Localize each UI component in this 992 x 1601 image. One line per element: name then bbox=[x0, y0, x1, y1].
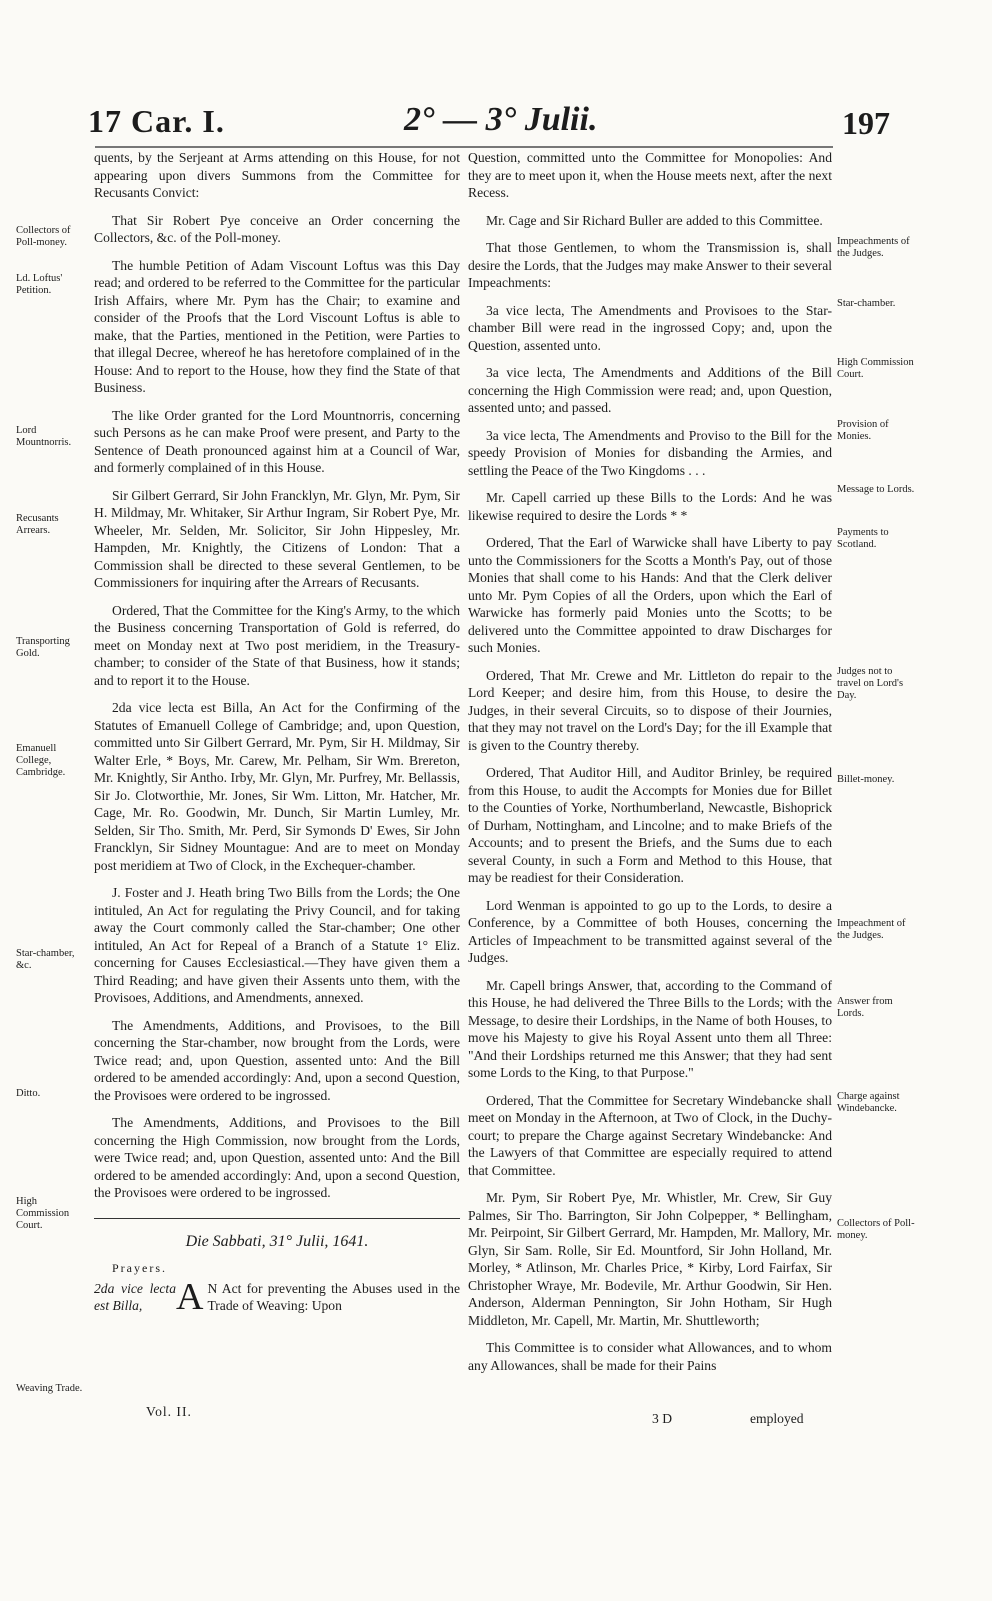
paragraph: 3a vice lecta, The Amendments and Additions of the Bill concerning the High Commission were read; and, upon Question, assented unto; and passed. bbox=[468, 365, 832, 415]
paragraph: Ordered, That Auditor Hill, and Auditor Brinley, be required from this House, to audit the Accompts for Monies due for Billet to the Counties of Yorke, Northumberland, Newcastle, Bishoprick of Durham, Nottingham, and Lincolne; and to make Briefs of the Accounts; and to present the Briefs, and the Sums due to each several County, in such a Form and Method to this House, that may be readiest for their Consideration. bbox=[468, 765, 832, 885]
page-number: 197 bbox=[842, 105, 890, 141]
paragraph: That Sir Robert Pye conceive an Order concerning the Collectors, &c. of the Poll-money. bbox=[94, 212, 460, 245]
paragraph: Lord Wenman is appointed to go up to the Lords, to desire a Conference, by a Committee of both Houses, concerning the Articles of Impeachment to be transmitted against several of the Judges. bbox=[468, 897, 832, 965]
paragraph: N Act for preventing the Abuses used in the Trade of Weaving: Upon bbox=[207, 1280, 460, 1313]
margin-note-right: High Commission Court. bbox=[837, 357, 914, 380]
paragraph: 3a vice lecta, The Amendments and Provisoes to the Star-chamber Bill were read in the ingrossed Copy; and, upon the Question, assented unto. bbox=[468, 302, 832, 353]
paragraph: Sir Gilbert Gerrard, Sir John Francklyn, Mr. Glyn, Mr. Pym, Sir H. Mildmay, Mr. Whitaker, Sir Arthur Ingram, Sir Robert Pye, Mr. Wheeler, Mr. Selden, Mr. Solicitor, Sir John Hippesley, Mr. Hampden, Mr. Knightly, the Citizens of London: That a Commission shall be directed to these several Gentlemen, to be Commissioners for inquiring after the Arrears of Recusants. bbox=[94, 487, 460, 590]
header-rule bbox=[95, 146, 833, 148]
margin-note-right: Charge against Windebancke. bbox=[837, 1091, 900, 1114]
paragraph: The Amendments, Additions, and Provisoes to the Bill concerning the High Commission, now brought from the Lords, were Twice read; and, upon Question, assented unto: And the Bill ordered to be amended accordingly: And, upon a second Question, the Provisoes were ordered to be ingrossed. bbox=[94, 1115, 460, 1200]
paragraph: The like Order granted for the Lord Mountnorris, concerning such Persons as he can make Proof were present, and Party to the Sentence of Death pronounced against him at a Council of War, and formerly complained of in this House. bbox=[94, 407, 460, 475]
drop-capital: A bbox=[176, 1275, 204, 1318]
paragraph: The humble Petition of Adam Viscount Loftus was this Day read; and ordered to be referred to the Committee for the particular Irish Affairs, where Mr. Pym has the Chair; to examine and consider of the Proofs that the Lord Viscount Loftus is able to make, that the Parties, mentioned in the Petition, were Parties to that illegal Decree, whereof he has heretofore complained of in the House: And to report to the House, how they find the State of that Business. bbox=[94, 257, 460, 395]
paragraph: Mr. Capell brings Answer, that, according to the Command of this House, he had delivered the Three Bills to the Lords; with the Message, to desire their Lordships, in the Name of both Houses, to move his Majesty to give his Royal Assent unto them all Three: "And their Lordships returned me this Answer; that they had sent some Lords to the King, to that Purpose." bbox=[468, 977, 832, 1080]
paragraph: Mr. Capell carried up these Bills to the Lords: And he was likewise required to desire the Lords * * bbox=[468, 490, 832, 523]
margin-note-left: Lord Mountnorris. bbox=[16, 425, 72, 448]
margin-note-left: High Commission Court. bbox=[16, 1196, 70, 1231]
margin-note-left: Emanuell College, Cambridge. bbox=[16, 743, 66, 778]
margin-note-left: Star-chamber, &c. bbox=[16, 948, 75, 971]
paragraph: 2da vice lecta est Billa, An Act for the Confirming of the Statutes of Emanuell College of Cambridge; and, upon Question, committed unto Sir Gilbert Gerrard, Mr. Pym, Sir H. Mildmay, Sir Walter Erle, * Boys, Mr. Carew, Mr. Pelham, Sir Wm. Brereton, Mr. Knightly, Sir Antho. Irby, Mr. Glyn, Mr. Purfrey, Mr. Bellassis, Sir Jo. Clotworthie, Mr. Jones, Sir Wm. Litton, Mr. Hatcher, Mr. Cage, Mr. Ro. Goodwin, Mr. Dunch, Sir Martin Lumley, Mr. Selden, Sir Tho. Smith, Mr. Perd, Sir Symonds D' Ewes, Sir John Francklyn, Sir Sidney Mountague: And are to meet on Monday post meridiem at Two of Clock, in the Exchequer-chamber. bbox=[94, 700, 460, 873]
paragraph: 3a vice lecta, The Amendments and Proviso to the Bill for the speedy Provision of Monies for disbanding the Armies, and settling the Peace of the Two Kingdoms . . . bbox=[468, 427, 832, 478]
date-heading: Die Sabbati, 31° Julii, 1641. bbox=[185, 1232, 369, 1250]
margin-note-left: Recusants Arrears. bbox=[16, 513, 59, 536]
margin-note-left: Ld. Loftus' Petition. bbox=[16, 273, 63, 296]
running-date: 2° — 3° Julii. bbox=[404, 101, 598, 138]
page-header bbox=[0, 101, 992, 151]
paragraph: Mr. Cage and Sir Richard Buller are added to this Committee. bbox=[486, 212, 823, 228]
paragraph: That those Gentlemen, to whom the Transmission is, shall desire the Lords, that the Judges may make Answer to their several Impeachments: bbox=[468, 240, 832, 290]
margin-note-left: Collectors of Poll-money. bbox=[16, 225, 71, 248]
reading-label: 2da vice lecta est Billa, bbox=[94, 1280, 176, 1313]
margin-note-right: Answer from Lords. bbox=[837, 996, 893, 1019]
margin-note-right: Star-chamber. bbox=[837, 298, 896, 309]
paragraph: This Committee is to consider what Allowances, and to whom any Allowances, shall be made for their Pains bbox=[468, 1340, 832, 1373]
catchword: employed bbox=[750, 1411, 804, 1426]
regnal-year: 17 Car. I. bbox=[88, 103, 225, 139]
section-rule bbox=[94, 1218, 460, 1219]
margin-note-right: Message to Lords. bbox=[837, 484, 915, 495]
paragraph: Question, committed unto the Committee for Monopolies: And they are to meet upon it, when the House meets next, after the next Recess. bbox=[468, 150, 832, 200]
volume-label: Vol. II. bbox=[146, 1404, 192, 1419]
margin-note-right: Payments to Scotland. bbox=[837, 527, 889, 550]
margin-note-left: Weaving Trade. bbox=[16, 1383, 83, 1394]
paragraph: quents, by the Serjeant at Arms attending on this House, for not appearing upon divers Summons from the Committee for Recusants Convict: bbox=[94, 150, 460, 200]
margin-note-left: Ditto. bbox=[16, 1088, 41, 1099]
margin-note-right: Impeachment of the Judges. bbox=[837, 918, 906, 941]
paragraph: Ordered, That the Committee for the King's Army, to the which the Business concerning Transportation of Gold is referred, do meet on Monday next at Two post meridiem, in the Treasury-chamber; to consider of the State of that Business, how it stands; and to report it to the House. bbox=[94, 602, 460, 688]
margin-note-right: Impeachments of the Judges. bbox=[837, 236, 910, 259]
left-text-column bbox=[94, 149, 460, 1318]
weaving-bill-entry bbox=[94, 1275, 460, 1318]
paragraph: Ordered, That the Earl of Warwicke shall have Liberty to pay unto the Commissioners for the Scotts a Month's Pay, out of those Monies that shall come to his Hands: And that the Clerk deliver unto Mr. Pym Copies of all the Orders, upon which the Earl of Warwicke has formerly paid Monies unto the Scotts; to be delivered unto the Committee appointed to draw Discharges for such Monies. bbox=[468, 535, 832, 655]
right-text-column bbox=[468, 149, 832, 1384]
margin-note-right: Provision of Monies. bbox=[837, 419, 889, 442]
margin-note-right: Collectors of Poll-money. bbox=[837, 1218, 915, 1241]
signature-mark: 3 D bbox=[652, 1411, 673, 1426]
margin-note-right: Judges not to travel on Lord's Day. bbox=[837, 666, 904, 701]
margin-note-left: Transporting Gold. bbox=[16, 636, 70, 659]
paragraph: The Amendments, Additions, and Provisoes, to the Bill concerning the Star-chamber, now brought from the Lords, were Twice read; and, upon Question, assented unto: And the Bill ordered to be amended accordingly: And, upon a second Question, the Provisoes were ordered to be ingrossed. bbox=[94, 1017, 460, 1103]
prayers-heading: Prayers. bbox=[112, 1261, 167, 1275]
paragraph: J. Foster and J. Heath bring Two Bills from the Lords; the One intituled, An Act for regulating the Privy Council, and for taking away the Court commonly called the Star-chamber; One other intituled, An Act for Repeal of a Branch of a Statute 1° Eliz. concerning for Causes Ecclesiastical.—They have given them a Third Reading; and have given their Assents unto them, with the Provisoes, Additions, and Amendments, annexed. bbox=[94, 885, 460, 1005]
margin-note-right: Billet-money. bbox=[837, 774, 895, 785]
paragraph: Mr. Pym, Sir Robert Pye, Mr. Whistler, Mr. Crew, Sir Guy Palmes, Sir Tho. Barrington, Sir John Colpepper, * Bellingham, Mr. Peirpoint, Sir Gilbert Gerrard, Mr. Hampden, Mr. Mallory, Mr. Glyn, Sir Sam. Rolle, Sir Ed. Mountford, Sir John Holland, Mr. Morley, * Atlinson, Mr. Charles Price, * Kirby, Lord Fairfax, Sir Christopher Wraye, Mr. Bodevile, Mr. Arthur Goodwin, Sir Hen. Anderson, Alderman Pennington, Sir John Hotham, Sir Hugh Middleton, Mr. Capell, Mr. Martin, Mr. Shuttleworth; bbox=[468, 1190, 832, 1328]
paragraph: Ordered, That the Committee for Secretary Windebancke shall meet on Monday in the Afternoon, at Two of Clock, in the Duchy-court; to prepare the Charge against Secretary Windebancke: And the Lawyers of that Committee are especially required to attend that Committee. bbox=[468, 1092, 832, 1178]
paragraph: Ordered, That Mr. Crewe and Mr. Littleton do repair to the Lord Keeper; and desire him, from this House, to desire the Judges, in their several Circuits, so to dispose of their Journies, that they may not travel on the Lord's Day; for the ill Example that is given to the Country thereby. bbox=[468, 667, 832, 753]
